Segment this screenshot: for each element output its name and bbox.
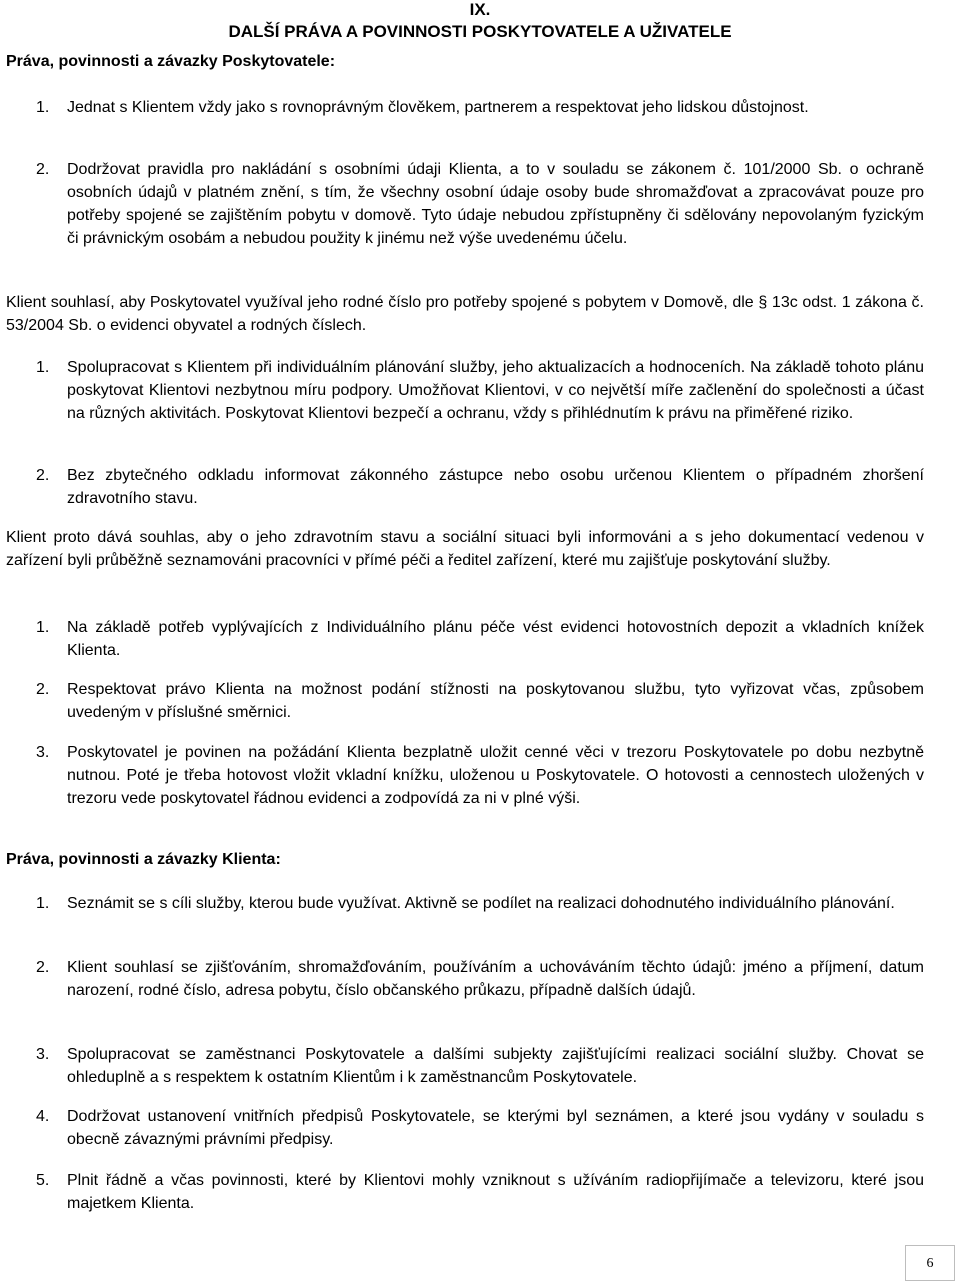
provider-deposit-item-1	[36, 616, 924, 662]
chapter-number: IX.	[469, 0, 491, 19]
list-number: 2.	[36, 467, 50, 484]
client-section-heading: Práva, povinnosti a závazky Klienta:	[6, 851, 281, 868]
provider-item-1	[36, 96, 924, 119]
client-item-1	[36, 892, 924, 915]
list-number: 3.	[36, 1046, 50, 1063]
consent-paragraph: Klient souhlasí, aby Poskytovatel využíval jeho rodné číslo pro potřeby spojené s pobytem v Domově, dle § 13c odst. 1 zákona č. 53/2004 Sb. o evidenci obyvatel a rodných číslech.	[6, 294, 924, 334]
provider-deposit-item-2	[36, 678, 924, 724]
list-item-text: Na základě potřeb vyplývajících z Individuálního plánu péče vést evidenci hotovostních depozit a vkladních knížek Klienta.	[67, 619, 924, 659]
list-number: 2.	[36, 681, 50, 698]
client-item-4	[36, 1105, 924, 1151]
page-number-box: 6	[905, 1245, 955, 1281]
list-item-text: Spolupracovat se zaměstnanci Poskytovatele a dalšími subjekty zajišťujícími realizaci sociální služby. Chovat se ohleduplně a s respektem k ostatním Klientům i k zaměstnancům Poskytovatele.	[67, 1046, 924, 1086]
list-item-text: Dodržovat ustanovení vnitřních předpisů Poskytovatele, se kterými byl seznámen, a které jsou vydány v souladu s obecně závaznými právními předpisy.	[67, 1108, 924, 1148]
client-item-2	[36, 956, 924, 1002]
list-item-text: Jednat s Klientem vždy jako s rovnoprávným člověkem, partnerem a respektovat jeho lidskou důstojnost.	[67, 99, 809, 116]
list-item-text: Plnit řádně a včas povinnosti, které by Klientovi mohly vzniknout s užíváním radiopřijímače a televizoru, které jsou majetkem Klienta.	[67, 1172, 924, 1212]
client-item-5	[36, 1169, 924, 1215]
list-item-text: Respektovat právo Klienta na možnost podání stížnosti na poskytovanou službu, tyto vyřizovat včas, způsobem uvedeným v příslušné směrnici.	[67, 681, 924, 721]
provider-item-2	[36, 158, 924, 250]
list-item-text: Klient souhlasí se zjišťováním, shromažďováním, používáním a uchováváním těchto údajů: jméno a příjmení, datum narození, rodné číslo, adresa pobytu, číslo občanského průkazu, případně dalších údajů.	[67, 959, 924, 999]
list-number: 2.	[36, 959, 50, 976]
health-consent-paragraph: Klient proto dává souhlas, aby o jeho zdravotním stavu a sociální situaci byli informováni a s jeho dokumentací vedenou v zařízení byli průběžně seznamováni pracovníci v přímé péči a ředitel zařízení, které mu zajišťuje poskytování služby.	[6, 529, 924, 569]
provider-cooperation-item-1	[36, 356, 924, 425]
list-item-text: Dodržovat pravidla pro nakládání s osobními údaji Klienta, a to v souladu se zákonem č. 101/2000 Sb. o ochraně osobních údajů v platném znění, s tím, že všechny osobní údaje osoby bude shromažďovat a zpracovávat pouze pro potřeby spojené se zajištěním pobytu v domově. Tyto údaje nebudou zpřístupněny či sdělovány nepovolaným fyzickým či právnickým osobám a nebudou použity k jinému než výše uvedenému účelu.	[67, 161, 924, 247]
client-item-3	[36, 1043, 924, 1089]
list-item-text: Seznámit se s cíli služby, kterou bude využívat. Aktivně se podílet na realizaci dohodnutého individuálního plánování.	[67, 895, 895, 912]
list-number: 5.	[36, 1172, 50, 1189]
list-number: 1.	[36, 99, 50, 116]
list-number: 1.	[36, 619, 50, 636]
list-number: 1.	[36, 359, 50, 376]
list-number: 3.	[36, 744, 50, 761]
provider-section-heading: Práva, povinnosti a závazky Poskytovatele:	[6, 53, 336, 70]
chapter-title: DALŠÍ PRÁVA A POVINNOSTI POSKYTOVATELE A UŽIVATELE	[228, 22, 732, 41]
list-item-text: Poskytovatel je povinen na požádání Klienta bezplatně uložit cenné věci v trezoru Poskytovatele po dobu nezbytně nutnou. Poté je třeba hotovost vložit vkladní knížku, uloženou u Poskytovatele. O hotovosti a cennostech uložených v trezoru vede poskytovatel řádnou evidenci a zodpovídá za ni v plné výši.	[67, 744, 924, 807]
list-item-text: Bez zbytečného odkladu informovat zákonného zástupce nebo osobu určenou Klientem o případném zhoršení zdravotního stavu.	[67, 467, 924, 507]
list-number: 4.	[36, 1108, 50, 1125]
provider-deposit-item-3	[36, 741, 924, 810]
list-item-text: Spolupracovat s Klientem při individuálním plánování služby, jeho aktualizacích a hodnoceních. Na základě tohoto plánu poskytovat Klientovi nezbytnou míru podpory. Umožňovat Klientovi, v co největší míře začlenění do společnosti a účast na různých aktivitách. Poskytovat Klientovi bezpečí a ochranu, vždy s přihlédnutím k právu na přiměřené riziko.	[67, 359, 924, 422]
list-number: 1.	[36, 895, 50, 912]
provider-cooperation-item-2	[36, 464, 924, 510]
list-number: 2.	[36, 161, 50, 178]
